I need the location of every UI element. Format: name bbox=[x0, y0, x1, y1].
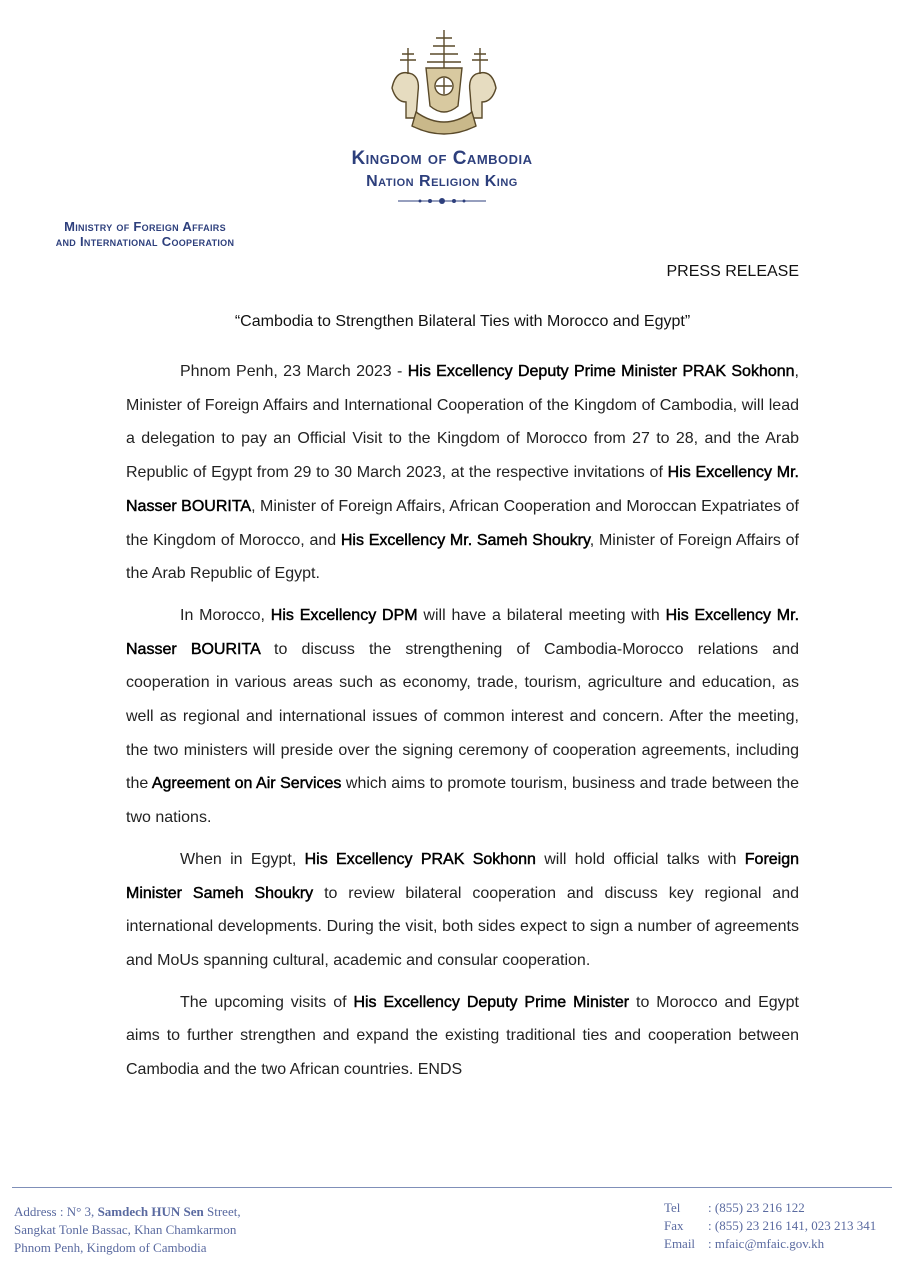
paragraph-text: In Morocco, bbox=[180, 606, 271, 624]
email-label: Email bbox=[664, 1236, 696, 1251]
emphasized-text: His Excellency Mr. Sameh Shoukry bbox=[340, 531, 590, 549]
tel-line bbox=[664, 1199, 900, 1217]
decorative-ornament-divider bbox=[398, 196, 486, 206]
paragraph-text: When in Egypt, bbox=[180, 850, 305, 868]
footer-contact bbox=[664, 1199, 900, 1253]
email-value[interactable]: : mfaic@mfaic.gov.kh bbox=[708, 1236, 825, 1251]
email-line bbox=[664, 1235, 900, 1253]
body-paragraph bbox=[126, 843, 799, 978]
emphasized-text: His Excellency DPM bbox=[270, 606, 418, 624]
address-line-3: Phnom Penh, Kingdom of Cambodia bbox=[14, 1240, 207, 1255]
emphasized-text: Agreement on Air Services bbox=[151, 775, 342, 793]
tel-value: : (855) 23 216 122 bbox=[708, 1200, 805, 1215]
emphasized-text: His Excellency Deputy Prime Minister bbox=[353, 993, 630, 1011]
paragraph-text: will hold official talks with bbox=[535, 850, 745, 868]
kingdom-title: Kingdom of Cambodia bbox=[351, 148, 533, 169]
paragraph-text: which aims to promote tourism, business and trade between the two nations. bbox=[126, 775, 800, 827]
ministry-name-line1: Ministry of Foreign Affairs bbox=[64, 219, 226, 234]
footer-address bbox=[14, 1203, 374, 1257]
paragraph-text: , Minister of Foreign Affairs of the Arab Republic of Egypt. bbox=[126, 531, 799, 583]
body-paragraph bbox=[126, 986, 799, 1087]
emphasized-text: Foreign Minister Sameh Shoukry bbox=[126, 850, 800, 902]
press-release-body bbox=[126, 355, 799, 1095]
fax-value: : (855) 23 216 141, 023 213 341 bbox=[708, 1218, 877, 1233]
paragraph-text: to discuss the strengthening of Cambodia-Morocco relations and cooperation in various areas such as economy, trade, tourism, agriculture and education, as well as regional and international issues of common interest and concern. After the meeting, the two ministers will preside over the signing ceremony of cooperation agreements, including the bbox=[126, 640, 800, 793]
ministry-name-line2: and International Cooperation bbox=[55, 234, 235, 249]
emphasized-text: His Excellency Mr. Nasser BOURITA bbox=[126, 606, 800, 658]
body-paragraph bbox=[126, 355, 799, 591]
paragraph-text: Phnom Penh, 23 March 2023 - bbox=[180, 363, 408, 380]
paragraph-text: to Morocco and Egypt aims to further strengthen and expand the existing traditional ties and cooperation between Cambodia and the two African countries. ENDS bbox=[126, 993, 800, 1079]
press-release-label: PRESS RELEASE bbox=[666, 263, 799, 280]
body-paragraph bbox=[126, 599, 799, 835]
paragraph-text: , Minister of Foreign Affairs and International Cooperation of the Kingdom of Cambodia, will lead a delegation to pay an Official Visit to the Kingdom of Morocco from 27 to 28, and the Arab Republic of Egypt from 29 to 30 March 2023, at the respective invitations of bbox=[126, 363, 799, 482]
paragraph-text: to review bilateral cooperation and discuss key regional and international developments. During the visit, both sides expect to sign a number of agreements and MoUs spanning cultural, academic and consular cooperation. bbox=[126, 884, 799, 969]
paragraph-text: The upcoming visits of bbox=[180, 993, 354, 1011]
emphasized-text: His Excellency PRAK Sokhonn bbox=[304, 850, 536, 868]
emphasized-text: His Excellency Mr. Nasser BOURITA bbox=[126, 464, 799, 515]
royal-coat-of-arms-emblem bbox=[386, 28, 502, 140]
address-suffix: Street, bbox=[203, 1204, 241, 1219]
address-prefix: Address : N° 3, bbox=[14, 1204, 98, 1219]
fax-label: Fax bbox=[664, 1218, 684, 1233]
paragraph-text: will have a bilateral meeting with bbox=[417, 606, 666, 624]
address-street: Samdech HUN Sen bbox=[97, 1204, 204, 1219]
document-title: “Cambodia to Strengthen Bilateral Ties with Morocco and Egypt” bbox=[234, 313, 691, 330]
fax-line bbox=[664, 1217, 900, 1235]
address-line-2: Sangkat Tonle Bassac, Khan Chamkarmon bbox=[14, 1222, 237, 1237]
address-line-1 bbox=[14, 1203, 374, 1221]
footer-divider bbox=[12, 1187, 892, 1188]
paragraph-text: , Minister of Foreign Affairs, African Cooperation and Moroccan Expatriates of the Kingdom of Morocco, and bbox=[126, 497, 799, 549]
national-motto: Nation Religion King bbox=[366, 173, 518, 190]
tel-label: Tel bbox=[664, 1200, 681, 1215]
emphasized-text: His Excellency Deputy Prime Minister PRAK Sokhonn bbox=[407, 363, 795, 380]
